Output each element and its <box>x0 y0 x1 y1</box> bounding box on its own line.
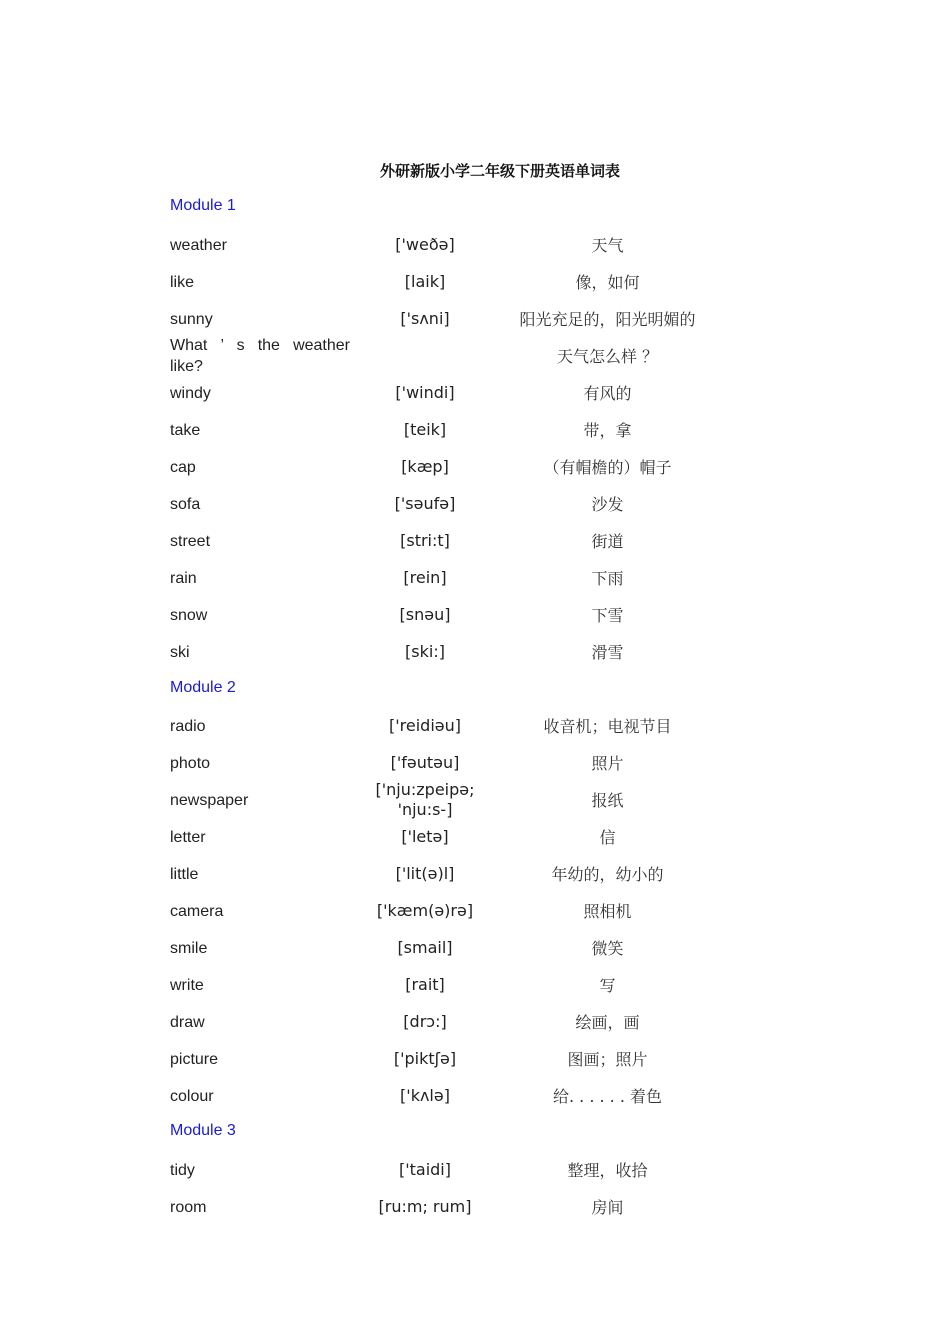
vocab-meaning: 图画；照片 <box>567 1049 648 1069</box>
vocab-word: colour <box>170 1087 214 1105</box>
vocab-row <box>0 748 950 778</box>
vocab-phonetic: [ru:m; rum] <box>378 1197 472 1216</box>
vocab-phonetic: [teik] <box>403 420 447 439</box>
vocab-meaning: 整理，收拾 <box>567 1160 648 1180</box>
vocab-meaning: 绘画，画 <box>575 1012 640 1032</box>
vocab-row <box>0 1007 950 1037</box>
vocab-row <box>0 600 950 630</box>
vocab-meaning: 房间 <box>591 1197 624 1217</box>
vocab-word: camera <box>170 902 224 920</box>
vocab-word: photo <box>170 754 211 772</box>
vocab-word: cap <box>170 458 196 476</box>
vocab-meaning: 沙发 <box>591 494 624 514</box>
vocab-phonetic: ['kæm(ə)rə] <box>376 901 474 920</box>
vocab-row <box>0 1155 950 1185</box>
vocab-phonetic: ['weðə] <box>395 235 455 254</box>
vocab-meaning: 照相机 <box>583 901 632 921</box>
vocab-phonetic: ['windi] <box>395 383 455 402</box>
vocab-meaning: 有风的 <box>583 383 632 403</box>
vocab-row <box>0 304 950 334</box>
vocab-word: letter <box>170 828 206 846</box>
vocab-row <box>0 230 950 260</box>
vocab-meaning: 收音机；电视节目 <box>543 716 672 736</box>
vocab-phonetic: [drɔ:] <box>403 1012 447 1031</box>
vocab-word: ski <box>170 643 190 661</box>
vocab-word: What ’ s the weather like? <box>170 337 350 375</box>
vocab-meaning: 信 <box>599 827 616 847</box>
vocab-row <box>0 859 950 889</box>
vocab-phonetic: ['reidiəu] <box>389 716 461 735</box>
vocab-row <box>0 452 950 482</box>
vocab-row <box>0 1081 950 1111</box>
vocab-meaning: 给. . . . . . 着色 <box>552 1086 663 1106</box>
vocab-row <box>0 337 950 375</box>
vocab-phonetic: ['fəutəu] <box>390 753 460 772</box>
vocab-meaning: 带，拿 <box>583 420 632 440</box>
vocab-meaning: 报纸 <box>591 790 624 810</box>
vocab-meaning: 下雨 <box>591 568 624 588</box>
vocab-row <box>0 378 950 408</box>
vocab-row <box>0 1044 950 1074</box>
vocab-word: weather <box>170 236 227 254</box>
vocab-row <box>0 489 950 519</box>
vocab-meaning: 街道 <box>591 531 624 551</box>
vocab-row <box>0 563 950 593</box>
vocab-word: sofa <box>170 495 201 513</box>
vocab-word: tidy <box>170 1161 195 1179</box>
vocab-phonetic: ['səufə] <box>394 494 456 513</box>
vocab-row <box>0 822 950 852</box>
vocab-meaning: 像，如何 <box>575 272 640 292</box>
vocab-word: write <box>170 976 204 994</box>
vocab-word: little <box>170 865 199 883</box>
vocab-phonetic <box>350 341 500 371</box>
vocab-phonetic: [rait] <box>405 975 445 994</box>
vocab-meaning: 阳光充足的，阳光明媚的 <box>519 309 696 329</box>
vocab-row <box>0 1192 950 1222</box>
vocab-meaning: 下雪 <box>591 605 624 625</box>
vocab-word: street <box>170 532 211 550</box>
vocab-row <box>0 267 950 297</box>
vocab-row <box>0 711 950 741</box>
vocab-word: radio <box>170 717 206 735</box>
module-heading: Module 2 <box>170 679 236 696</box>
vocab-meaning: 微笑 <box>591 938 624 958</box>
vocab-phonetic: ['sʌni] <box>400 309 450 328</box>
module-heading: Module 1 <box>170 197 236 214</box>
vocab-word: newspaper <box>170 791 249 809</box>
module-heading: Module 3 <box>170 1122 236 1139</box>
vocab-word: like <box>170 273 195 291</box>
vocab-word: picture <box>170 1050 219 1068</box>
vocab-phonetic: [snəu] <box>399 605 451 624</box>
vocab-phonetic: ['piktʃə] <box>393 1049 457 1068</box>
vocab-meaning: 天气怎么样 ？ <box>556 346 659 366</box>
vocab-phonetic: ['taidi] <box>398 1160 451 1179</box>
vocab-word: windy <box>170 384 211 402</box>
vocab-row <box>0 896 950 926</box>
vocab-word: rain <box>170 569 197 587</box>
vocab-word: smile <box>170 939 208 957</box>
vocab-word: sunny <box>170 310 213 328</box>
vocab-meaning: 照片 <box>591 753 624 773</box>
vocab-phonetic: [ski:] <box>405 642 445 661</box>
vocab-word: take <box>170 421 201 439</box>
vocab-phonetic: ['nju:zpeipə; 'nju:s-] <box>375 780 475 819</box>
vocab-phonetic: [stri:t] <box>400 531 450 550</box>
vocab-phonetic: [rein] <box>403 568 447 587</box>
vocab-phonetic: ['letə] <box>401 827 449 846</box>
vocab-row <box>0 526 950 556</box>
vocab-row <box>0 933 950 963</box>
vocab-meaning: 写 <box>599 975 616 995</box>
vocab-meaning: 滑雪 <box>591 642 624 662</box>
vocab-word: draw <box>170 1013 205 1031</box>
vocab-meaning: 年幼的，幼小的 <box>551 864 664 884</box>
vocab-row <box>0 415 950 445</box>
vocab-row <box>0 780 950 819</box>
vocab-phonetic: ['kʌlə] <box>400 1086 450 1105</box>
vocab-phonetic: [laik] <box>404 272 446 291</box>
vocab-phonetic: ['lit(ə)l] <box>395 864 455 883</box>
vocab-phonetic: [smail] <box>397 938 453 957</box>
vocab-row <box>0 970 950 1000</box>
vocab-phonetic: [kæp] <box>401 457 449 476</box>
page-title: 外研新版小学二年级下册英语单词表 <box>380 162 621 180</box>
vocab-word: snow <box>170 606 208 624</box>
vocab-row <box>0 637 950 667</box>
vocab-meaning: 天气 <box>591 235 624 255</box>
vocab-meaning: （有帽檐的）帽子 <box>543 457 672 477</box>
vocab-word: room <box>170 1198 207 1216</box>
